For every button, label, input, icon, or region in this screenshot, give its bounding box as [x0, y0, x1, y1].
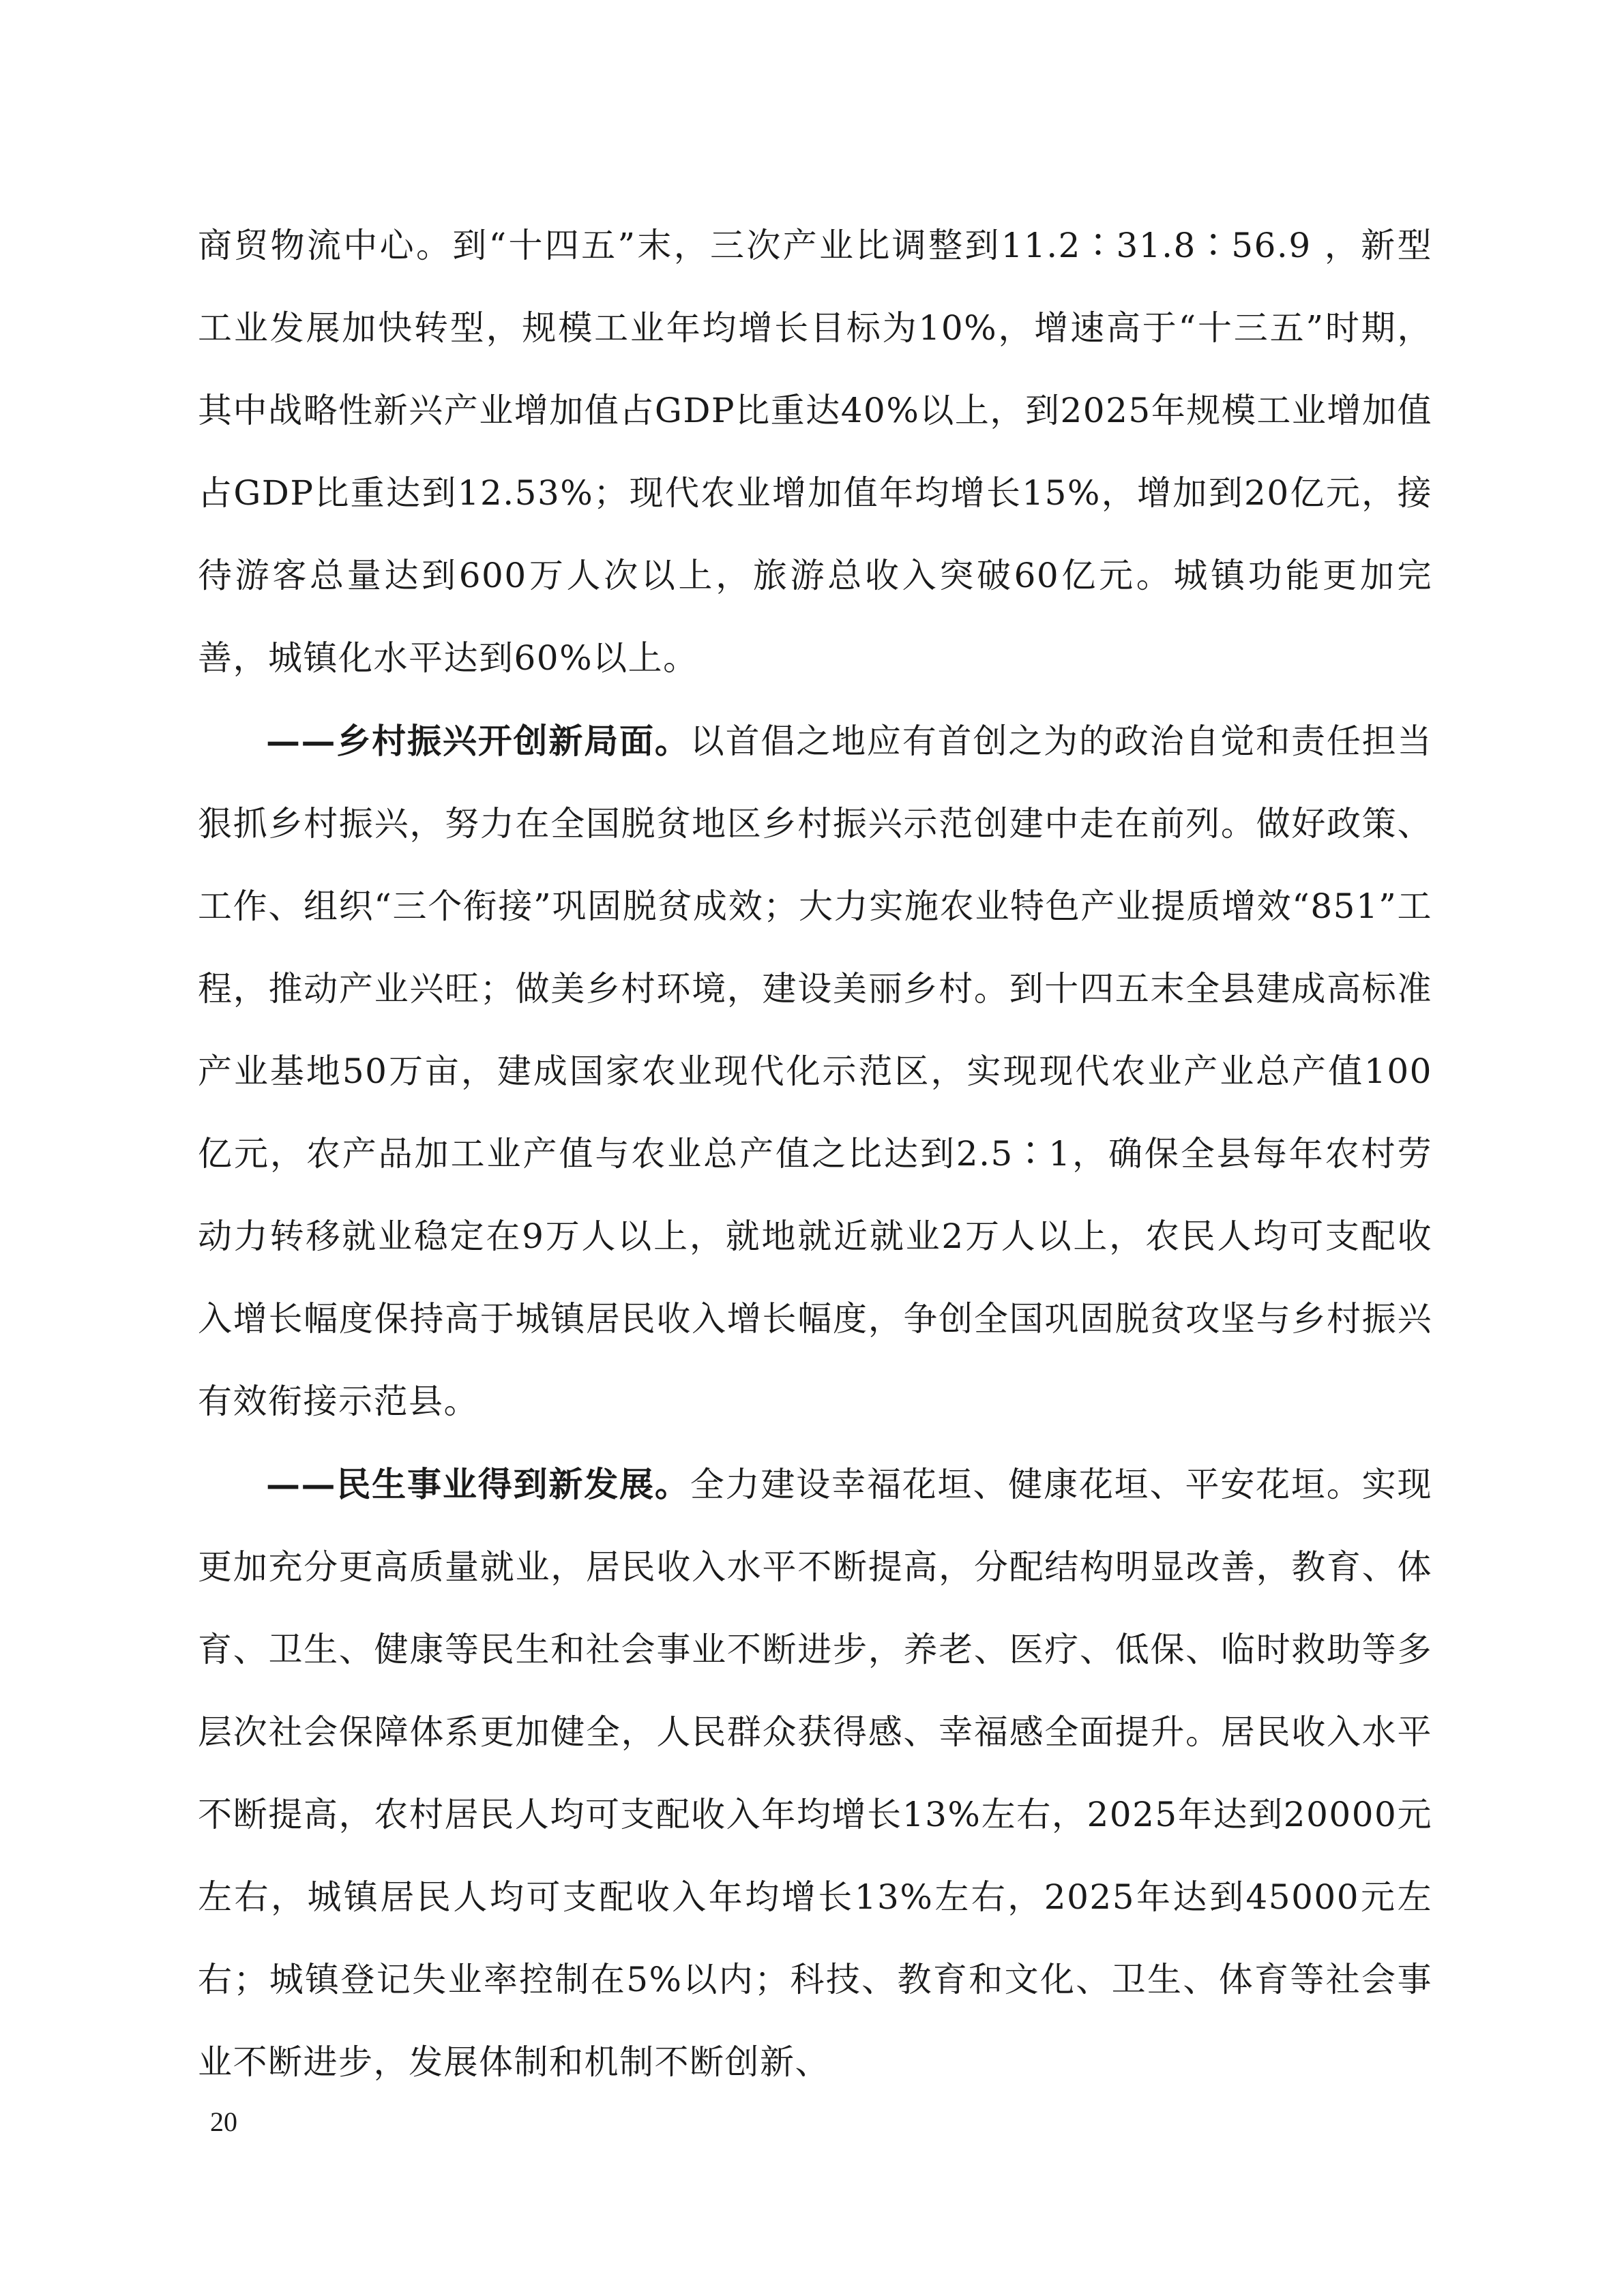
- page-number: 20: [210, 2106, 237, 2137]
- paragraph-text: 以首倡之地应有首创之为的政治自觉和责任担当狠抓乡村振兴，努力在全国脱贫地区乡村振兴示范创建中走在前列。做好政策、工作、组织“三个衔接”巩固脱贫成效；大力实施农业特色产业提质增效“851”工程，推动产业兴旺；做美乡村环境，建设美丽乡村。到十四五末全县建成高标准产业基地50万亩，建成国家农业现代化示范区，实现现代农业产业总产值100亿元，农产品加工业产值与农业总产值之比达到2.5∶1，确保全县每年农村劳动力转移就业稳定在9万人以上，就地就近就业2万人以上，农民人均可支配收入增长幅度保持高于城镇居民收入增长幅度，争创全国巩固脱贫攻坚与乡村振兴有效衔接示范县。: [198, 721, 1433, 1421]
- paragraph-continued: [198, 205, 1432, 700]
- paragraph-rural-revitalization: [198, 700, 1432, 1443]
- paragraph-text: 商贸物流中心。到“十四五”末，三次产业比调整到11.2∶31.8∶56.9 ，新型工业发展加快转型，规模工业年均增长目标为10%，增速高于“十三五”时期，其中战略性新兴产业增加值占GDP比重达40%以上，到2025年规模工业增加值占GDP比重达到12.53%；现代农业增加值年均增长15%，增加到20亿元，接待游客总量达到600万人次以上，旅游总收入突破60亿元。城镇功能更加完善，城镇化水平达到60%以上。: [198, 226, 1432, 678]
- paragraph-heading: ——乡村振兴开创新局面。: [266, 721, 690, 761]
- paragraph-heading: ——民生事业得到新发展。: [266, 1464, 690, 1504]
- paragraph-livelihood: [198, 1443, 1432, 2104]
- paragraph-text: 全力建设幸福花垣、健康花垣、平安花垣。实现更加充分更高质量就业，居民收入水平不断提高，分配结构明显改善，教育、体育、卫生、健康等民生和社会事业不断进步，养老、医疗、低保、临时救助等多层次社会保障体系更加健全，人民群众获得感、幸福感全面提升。居民收入水平不断提高，农村居民人均可支配收入年均增长13%左右，2025年达到20000元左右，城镇居民人均可支配收入年均增长13%左右，2025年达到45000元左右；城镇登记失业率控制在5%以内；科技、教育和文化、卫生、体育等社会事业不断进步，发展体制和机制不断创新、: [198, 1465, 1433, 2082]
- document-body: [198, 205, 1432, 2104]
